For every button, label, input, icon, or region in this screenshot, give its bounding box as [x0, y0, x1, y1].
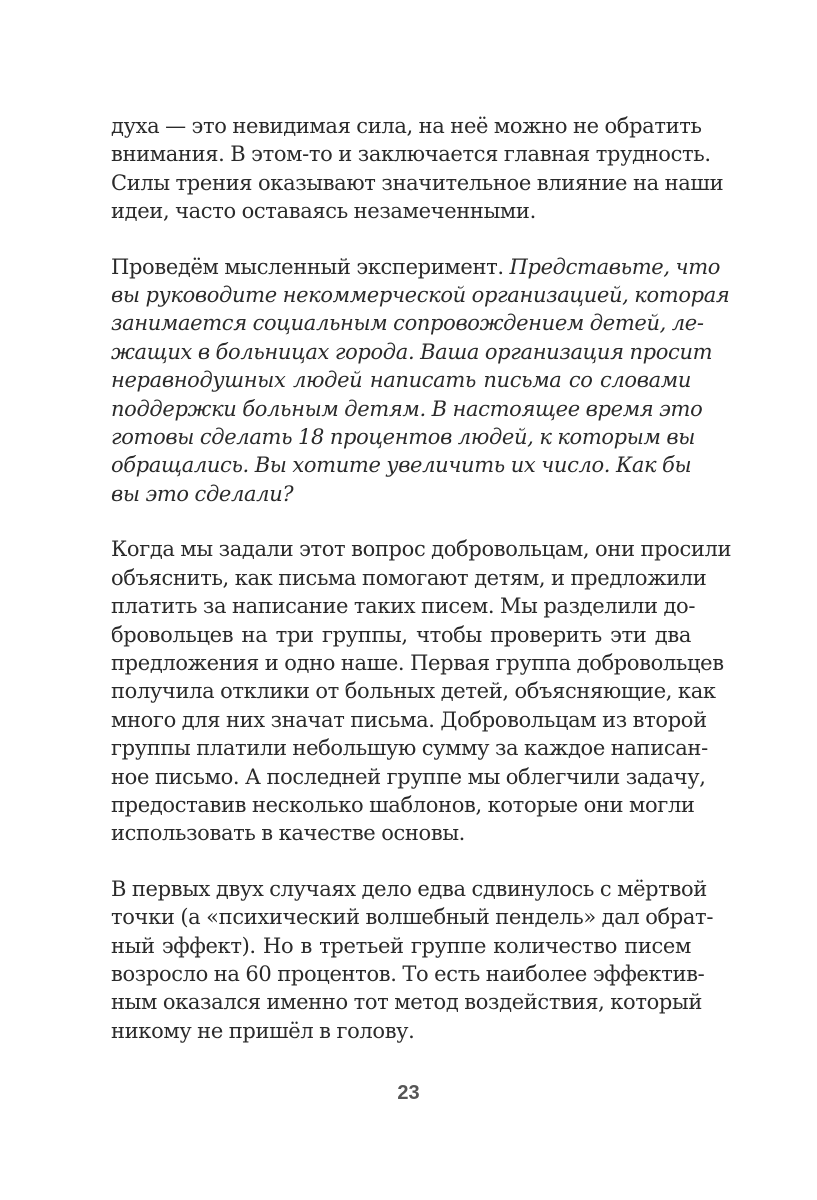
text-line	[111, 1017, 691, 1045]
text-segment: предложения и одно наше. Первая группа добровольцев	[111, 650, 724, 675]
text-line	[111, 535, 732, 563]
text-segment: ное письмо. А последней группе мы облегчили задачу,	[111, 764, 706, 789]
text-segment: никому не пришёл в голову.	[111, 1018, 415, 1043]
text-segment: ный эффект). Но в третьей группе количество писем	[111, 933, 691, 958]
text-line	[111, 480, 691, 508]
text-segment: возросло на 60 процентов. То есть наиболее эффектив-	[111, 961, 705, 986]
italic-text: вы это сделали?	[111, 481, 294, 506]
text-segment: предоставив несколько шаблонов, которые они могли	[111, 792, 695, 817]
text-line	[111, 197, 691, 225]
italic-text: поддержки больным детям. В настоящее время это	[111, 396, 703, 421]
text-line	[111, 338, 713, 366]
text-line	[111, 988, 703, 1016]
text-line	[111, 903, 714, 931]
text-line	[111, 677, 716, 705]
italic-text: обращались. Вы хотите увеличить их число. Как бы	[111, 453, 692, 478]
text-line	[111, 451, 691, 479]
italic-text: Представьте, что	[509, 254, 721, 279]
text-line	[111, 791, 695, 819]
italic-text: занимается социальным сопровождением детей, ле-	[111, 311, 704, 336]
italic-text: неравнодушных людей написать письма со словами	[111, 368, 691, 393]
text-segment: объяснить, как письма помогают детям, и предложили	[111, 565, 707, 590]
text-line	[111, 423, 696, 451]
text-line	[111, 592, 696, 620]
text-line	[111, 366, 691, 394]
text-segment: платить за написание таких писем. Мы разделили до-	[111, 594, 696, 619]
text-segment: идеи, часто оставаясь незамеченными.	[111, 199, 536, 224]
text-segment: внимания. В этом-то и заключается главная трудность.	[111, 142, 711, 167]
text-segment: Когда мы задали этот вопрос добровольцам, они просили	[111, 537, 732, 562]
text-segment: бровольцев на три группы, чтобы проверить эти два	[111, 622, 691, 647]
text-segment: духа — это невидимая сила, на неё можно не обратить	[111, 114, 702, 138]
text-line	[111, 140, 711, 168]
paragraph	[111, 112, 724, 226]
text-line	[111, 281, 730, 309]
text-line	[111, 112, 702, 140]
text-segment: Проведём мысленный эксперимент.	[111, 254, 510, 279]
text-line	[111, 706, 707, 734]
text-line	[111, 309, 704, 337]
paragraph	[111, 535, 732, 847]
text-line	[111, 564, 707, 592]
text-line	[111, 875, 707, 903]
text-segment: группы платили небольшую сумму за каждое написан-	[111, 736, 708, 761]
text-line	[111, 649, 724, 677]
page-number: 23	[397, 1082, 420, 1104]
text-segment: много для них значат письма. Добровольцам из второй	[111, 707, 707, 732]
text-segment: использовать в качестве основы.	[111, 821, 466, 846]
text-segment: ным оказался именно тот метод воздействия, который	[111, 990, 703, 1015]
paragraph	[111, 253, 730, 509]
italic-text: вы руководите некоммерческой организацией, которая	[111, 283, 730, 308]
body-text	[111, 112, 732, 1072]
text-line	[111, 621, 691, 649]
text-segment: Силы трения оказывают значительное влияние на наши	[111, 170, 724, 195]
italic-text: жащих в больницах города. Ваша организация просит	[111, 339, 713, 364]
text-line	[111, 734, 708, 762]
text-line	[111, 763, 706, 791]
text-line	[111, 932, 691, 960]
text-segment: точки (а «психический волшебный пендель» дал обрат-	[111, 905, 714, 930]
text-line	[111, 960, 705, 988]
text-line	[111, 819, 691, 847]
text-segment: В первых двух случаях дело едва сдвинулось с мёртвой	[111, 876, 707, 901]
text-line	[111, 169, 724, 197]
text-segment: получила отклики от больных детей, объясняющие, как	[111, 679, 716, 704]
paragraph	[111, 875, 714, 1045]
text-line	[111, 395, 703, 423]
text-line	[111, 253, 721, 281]
italic-text: готовы сделать 18 процентов людей, к которым вы	[111, 425, 696, 450]
